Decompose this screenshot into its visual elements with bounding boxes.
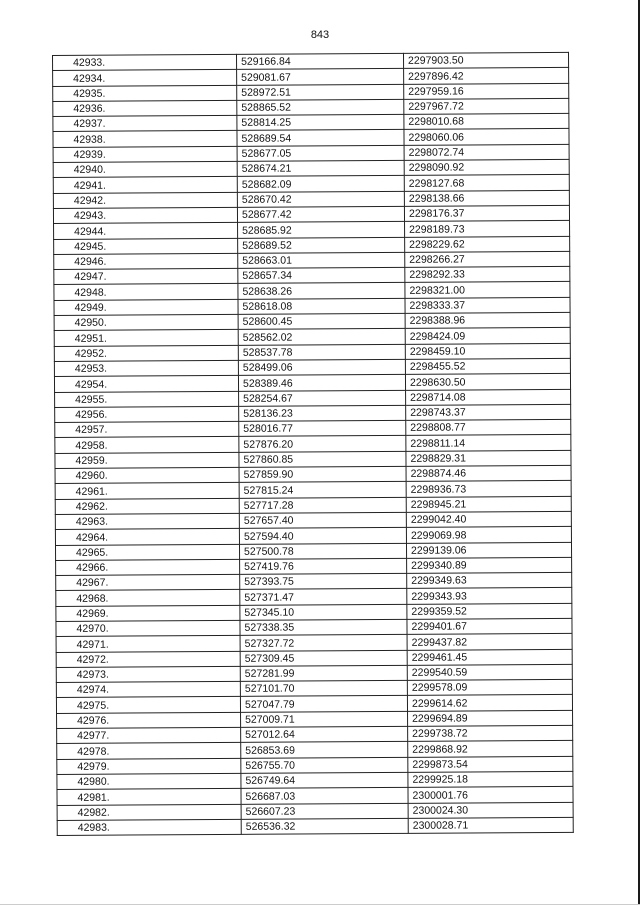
point-id-cell: 42966. (56, 559, 240, 575)
y-coordinate-cell: 2298127.68 (404, 175, 569, 191)
point-id-cell: 42974. (56, 682, 240, 698)
point-id-cell: 42978. (57, 743, 241, 759)
x-coordinate-cell: 527876.20 (239, 436, 406, 452)
point-id-cell: 42983. (57, 819, 241, 835)
y-coordinate-cell: 2299578.09 (407, 680, 572, 696)
x-coordinate-cell: 527047.79 (240, 696, 407, 712)
y-coordinate-cell: 2298138.66 (404, 190, 569, 206)
x-coordinate-cell: 527657.40 (239, 512, 406, 528)
x-coordinate-cell: 527327.72 (240, 635, 407, 651)
x-coordinate-cell: 527500.78 (239, 543, 406, 559)
y-coordinate-cell: 2299873.54 (408, 756, 573, 772)
y-coordinate-cell: 2299359.52 (407, 603, 572, 619)
y-coordinate-cell: 2298266.27 (405, 251, 570, 267)
point-id-cell: 42972. (56, 651, 240, 667)
y-coordinate-cell: 2298424.09 (405, 328, 570, 344)
point-id-cell: 42958. (55, 437, 239, 453)
y-coordinate-cell: 2298459.10 (405, 343, 570, 359)
point-id-cell: 42945. (54, 238, 238, 254)
x-coordinate-cell: 526687.03 (241, 788, 408, 804)
y-coordinate-cell: 2298936.73 (406, 481, 571, 497)
point-id-cell: 42982. (57, 804, 241, 820)
x-coordinate-cell: 527101.70 (240, 681, 407, 697)
y-coordinate-cell: 2299437.82 (407, 634, 572, 650)
x-coordinate-cell: 527309.45 (240, 650, 407, 666)
x-coordinate-cell: 528600.45 (238, 313, 405, 329)
y-coordinate-cell: 2298874.46 (406, 465, 571, 481)
point-id-cell: 42946. (54, 253, 238, 269)
x-coordinate-cell: 527009.71 (241, 711, 408, 727)
x-coordinate-cell: 527371.47 (240, 589, 407, 605)
x-coordinate-cell: 527859.90 (239, 466, 406, 482)
y-coordinate-cell: 2298829.31 (406, 450, 571, 466)
point-id-cell: 42955. (55, 391, 239, 407)
page-number: 843 (310, 29, 330, 41)
table-row (57, 817, 573, 835)
x-coordinate-cell: 528682.09 (237, 176, 404, 192)
x-coordinate-cell: 528254.67 (239, 390, 406, 406)
x-coordinate-cell: 528618.08 (238, 298, 405, 314)
point-id-cell: 42947. (54, 269, 238, 285)
x-coordinate-cell: 528016.77 (239, 420, 406, 436)
y-coordinate-cell: 2297967.72 (404, 98, 569, 114)
x-coordinate-cell: 528685.92 (238, 222, 405, 238)
point-id-cell: 42977. (57, 727, 241, 743)
x-coordinate-cell: 528638.26 (238, 283, 405, 299)
point-id-cell: 42969. (56, 605, 240, 621)
y-coordinate-cell: 2299042.40 (406, 511, 571, 527)
point-id-cell: 42941. (53, 177, 237, 193)
x-coordinate-cell: 526853.69 (241, 742, 408, 758)
y-coordinate-cell: 2299925.18 (408, 771, 573, 787)
x-coordinate-cell: 527281.99 (240, 665, 407, 681)
x-coordinate-cell: 527338.35 (240, 619, 407, 635)
x-coordinate-cell: 528677.05 (237, 145, 404, 161)
y-coordinate-cell: 2299343.93 (407, 588, 572, 604)
point-id-cell: 42956. (55, 406, 239, 422)
y-coordinate-cell: 2299139.06 (406, 542, 571, 558)
point-id-cell: 42959. (55, 452, 239, 468)
y-coordinate-cell: 2298176.37 (404, 205, 569, 221)
y-coordinate-cell: 2298321.00 (405, 282, 570, 298)
point-id-cell: 42981. (57, 789, 241, 805)
point-id-cell: 42960. (55, 467, 239, 483)
x-coordinate-cell: 529166.84 (236, 53, 403, 69)
x-coordinate-cell: 528136.23 (239, 405, 406, 421)
y-coordinate-cell: 2297896.42 (404, 68, 569, 84)
y-coordinate-cell: 2298010.68 (404, 114, 569, 130)
point-id-cell: 42950. (54, 314, 238, 330)
point-id-cell: 42939. (53, 146, 237, 162)
x-coordinate-cell: 528689.52 (238, 237, 405, 253)
point-id-cell: 42964. (55, 529, 239, 545)
x-coordinate-cell: 528677.42 (237, 206, 404, 222)
point-id-cell: 42951. (54, 330, 238, 346)
y-coordinate-cell: 2299461.45 (407, 649, 572, 665)
x-coordinate-cell: 527012.64 (241, 726, 408, 742)
y-coordinate-cell: 2298333.37 (405, 297, 570, 313)
x-coordinate-cell: 529081.67 (237, 69, 404, 85)
y-coordinate-cell: 2300024.30 (408, 802, 573, 818)
y-coordinate-cell: 2299069.98 (406, 527, 571, 543)
y-coordinate-cell: 2298455.52 (405, 358, 570, 374)
y-coordinate-cell: 2299738.72 (408, 725, 573, 741)
x-coordinate-cell: 528972.51 (237, 84, 404, 100)
x-coordinate-cell: 527815.24 (239, 482, 406, 498)
y-coordinate-cell: 2298229.62 (405, 236, 570, 252)
point-id-cell: 42980. (57, 773, 241, 789)
y-coordinate-cell: 2299868.92 (408, 741, 573, 757)
y-coordinate-cell: 2299614.62 (407, 695, 572, 711)
x-coordinate-cell: 528865.52 (237, 99, 404, 115)
point-id-cell: 42953. (54, 360, 238, 376)
x-coordinate-cell: 528562.02 (238, 329, 405, 345)
coordinate-table (52, 52, 574, 836)
y-coordinate-cell: 2298811.14 (406, 435, 571, 451)
x-coordinate-cell: 526749.64 (241, 772, 408, 788)
x-coordinate-cell: 527419.76 (240, 558, 407, 574)
point-id-cell: 42954. (54, 376, 238, 392)
y-coordinate-cell: 2299349.63 (407, 572, 572, 588)
y-coordinate-cell: 2298743.37 (406, 404, 571, 420)
point-id-cell: 42968. (56, 590, 240, 606)
y-coordinate-cell: 2299340.89 (407, 557, 572, 573)
point-id-cell: 42943. (53, 207, 237, 223)
x-coordinate-cell: 526607.23 (241, 803, 408, 819)
y-coordinate-cell: 2299694.89 (408, 710, 573, 726)
x-coordinate-cell: 528499.06 (238, 359, 405, 375)
point-id-cell: 42940. (53, 161, 237, 177)
x-coordinate-cell: 528657.34 (238, 268, 405, 284)
y-coordinate-cell: 2298072.74 (404, 144, 569, 160)
x-coordinate-cell: 528814.25 (237, 115, 404, 131)
point-id-cell: 42979. (57, 758, 241, 774)
y-coordinate-cell: 2299540.59 (407, 664, 572, 680)
x-coordinate-cell: 528674.21 (237, 160, 404, 176)
point-id-cell: 42933. (53, 54, 237, 70)
x-coordinate-cell: 527860.85 (239, 451, 406, 467)
y-coordinate-cell: 2299401.67 (407, 618, 572, 634)
point-id-cell: 42971. (56, 636, 240, 652)
point-id-cell: 42961. (55, 483, 239, 499)
y-coordinate-cell: 2298808.77 (406, 419, 571, 435)
point-id-cell: 42934. (53, 70, 237, 86)
point-id-cell: 42949. (54, 299, 238, 315)
x-coordinate-cell: 527594.40 (239, 528, 406, 544)
y-coordinate-cell: 2297959.16 (404, 83, 569, 99)
x-coordinate-cell: 528670.42 (237, 191, 404, 207)
x-coordinate-cell: 526536.32 (241, 818, 408, 834)
y-coordinate-cell: 2298945.21 (406, 496, 571, 512)
point-id-cell: 42957. (55, 421, 239, 437)
x-coordinate-cell: 527393.75 (240, 573, 407, 589)
y-coordinate-cell: 2298189.73 (405, 221, 570, 237)
point-id-cell: 42975. (56, 697, 240, 713)
point-id-cell: 42935. (53, 85, 237, 101)
y-coordinate-cell: 2298060.06 (404, 129, 569, 145)
point-id-cell: 42936. (53, 100, 237, 116)
x-coordinate-cell: 527717.28 (239, 497, 406, 513)
x-coordinate-cell: 527345.10 (240, 604, 407, 620)
y-coordinate-cell: 2297903.50 (403, 52, 568, 68)
point-id-cell: 42937. (53, 116, 237, 132)
y-coordinate-cell: 2298090.92 (404, 159, 569, 175)
y-coordinate-cell: 2300028.71 (408, 817, 573, 833)
point-id-cell: 42938. (53, 131, 237, 147)
point-id-cell: 42963. (55, 513, 239, 529)
point-id-cell: 42944. (54, 223, 238, 239)
point-id-cell: 42965. (55, 544, 239, 560)
point-id-cell: 42973. (56, 666, 240, 682)
x-coordinate-cell: 528389.46 (238, 375, 405, 391)
x-coordinate-cell: 528537.78 (238, 344, 405, 360)
x-coordinate-cell: 528663.01 (238, 252, 405, 268)
point-id-cell: 42967. (56, 574, 240, 590)
y-coordinate-cell: 2298714.08 (406, 389, 571, 405)
x-coordinate-cell: 528689.54 (237, 130, 404, 146)
y-coordinate-cell: 2298388.96 (405, 312, 570, 328)
point-id-cell: 42948. (54, 284, 238, 300)
y-coordinate-cell: 2298630.50 (405, 374, 570, 390)
point-id-cell: 42952. (54, 345, 238, 361)
point-id-cell: 42962. (55, 498, 239, 514)
y-coordinate-cell: 2300001.76 (408, 787, 573, 803)
point-id-cell: 42970. (56, 620, 240, 636)
y-coordinate-cell: 2298292.33 (405, 266, 570, 282)
point-id-cell: 42976. (57, 712, 241, 728)
x-coordinate-cell: 526755.70 (241, 757, 408, 773)
coordinate-table-body (53, 52, 574, 835)
point-id-cell: 42942. (53, 192, 237, 208)
